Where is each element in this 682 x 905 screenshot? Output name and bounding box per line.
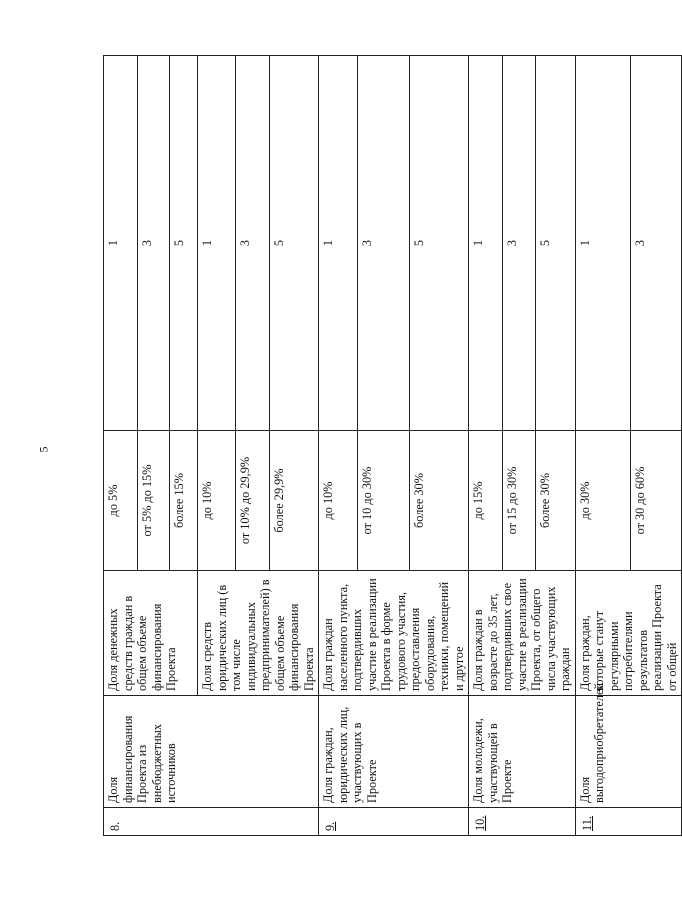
score-cell: 5 [410,56,469,431]
row-number: 11. [575,808,682,836]
row-number: 9. [319,808,469,836]
range-cell: от 10 до 30% [357,431,410,571]
description-cell: Доля денежных средств граждан в общем объеме финансирования Проекта [104,571,198,696]
table-row [104,56,138,836]
range-cell: от 10% до 29,9% [235,431,269,571]
range-cell: от 5% до 15% [138,431,170,571]
range-cell: от 15 до 30% [503,431,536,571]
score-cell: 1 [198,56,236,431]
description-cell: Доля граждан в возрасте до 35 лет, подтвердивших свое участие в реализации Проекта, от общего числа участвующих граждан [469,571,576,696]
criteria-table [103,55,682,836]
score-cell: 5 [170,56,198,431]
description-cell: Доля граждан населенного пункта, подтвердивших участие в реализации Проекта в форме трудового участия, предоставления оборудования, техники, помещений и другое [319,571,469,696]
range-cell: более 30% [410,431,469,571]
score-cell: 3 [357,56,410,431]
score-cell: 1 [469,56,503,431]
page-number: 5 [36,446,51,453]
indicator-cell: Доля граждан, юридических лиц, участвующих в Проекте [319,696,469,808]
score-cell: 5 [270,56,319,431]
score-cell: 1 [319,56,358,431]
score-cell: 3 [235,56,269,431]
row-number: 10. [469,808,576,836]
indicator-cell: Доля выгодоприобретателей [575,696,682,808]
score-cell: 3 [631,56,682,431]
range-cell: более 30% [536,431,575,571]
range-cell: до 5% [104,431,138,571]
range-cell: до 15% [469,431,503,571]
rotated-criteria-table [103,56,679,836]
table-row [469,56,503,836]
description-cell: Доля граждан, которые станут регулярными потребителями результатов реализации Проекта от общей [575,571,682,696]
score-cell: 5 [536,56,575,431]
range-cell: более 15% [170,431,198,571]
range-cell: более 29,9% [270,431,319,571]
table-row [319,56,358,836]
row-number: 8. [104,808,319,836]
range-cell: до 10% [198,431,236,571]
indicator-cell: Доля финансирования Проекта из внебюджетных источников [104,696,319,808]
range-cell: от 30 до 60% [631,431,682,571]
score-cell: 3 [503,56,536,431]
score-cell: 1 [104,56,138,431]
indicator-cell: Доля молодежи, участвующей в Проекте [469,696,576,808]
score-cell: 1 [575,56,631,431]
range-cell: до 10% [319,431,358,571]
range-cell: до 30% [575,431,631,571]
description-cell: Доля средств юридических лиц (в том числе индивидуальных предпринимателей) в общем объеме финансирования Проекта [198,571,319,696]
table-row [575,56,631,836]
score-cell: 3 [138,56,170,431]
